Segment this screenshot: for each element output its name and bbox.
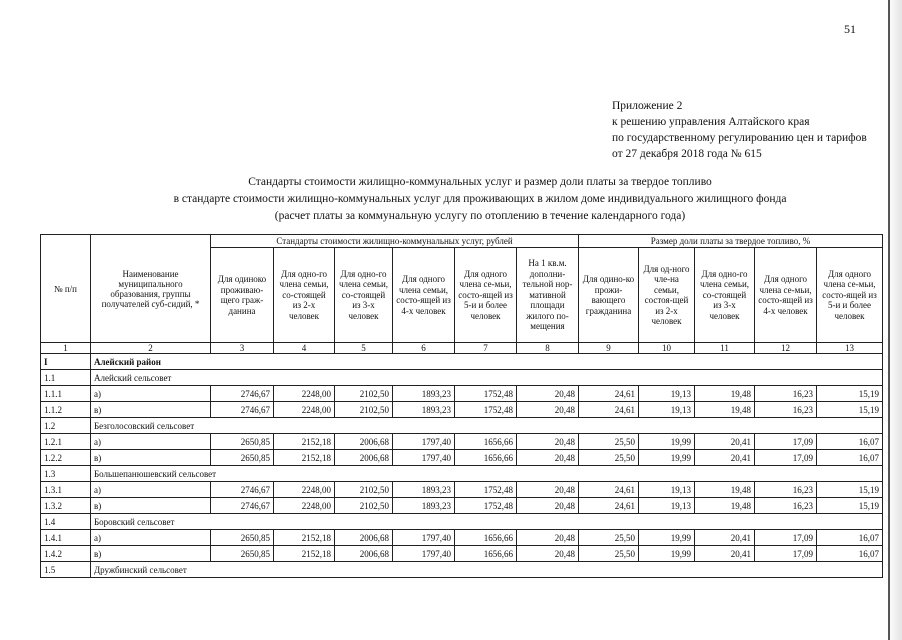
row-value: 1656,66 [455, 450, 517, 466]
row-value: 20,48 [517, 530, 579, 546]
row-value: 19,48 [695, 498, 755, 514]
table-row [41, 386, 883, 402]
row-number: 1.1.1 [41, 386, 91, 402]
row-value: 20,41 [695, 434, 755, 450]
row-value: 20,48 [517, 402, 579, 418]
table-row [41, 482, 883, 498]
row-value: 2248,00 [274, 482, 335, 498]
row-value: 1752,48 [455, 402, 517, 418]
row-value: 19,99 [639, 434, 695, 450]
row-value: 1752,48 [455, 386, 517, 402]
row-value: 15,19 [817, 498, 883, 514]
row-value: 2006,68 [335, 450, 393, 466]
row-number: 1.2.2 [41, 450, 91, 466]
row-value: 15,19 [817, 386, 883, 402]
row-value: 2006,68 [335, 546, 393, 562]
row-value: 20,48 [517, 450, 579, 466]
row-number: 1.4 [41, 514, 91, 530]
row-value: 1893,23 [393, 498, 455, 514]
row-value: 2746,67 [211, 386, 274, 402]
document-title [120, 174, 840, 225]
row-value: 17,09 [755, 530, 817, 546]
row-number: 1.5 [41, 562, 91, 578]
column-number: 13 [817, 343, 883, 354]
title-line: Стандарты стоимости жилищно-коммунальных услуг и размер доли платы за твердое топливо [248, 176, 712, 188]
row-value: 17,09 [755, 434, 817, 450]
appendix-line: по государственному регулированию цен и тарифов [612, 132, 867, 144]
row-name: в) [91, 546, 211, 562]
column-number: 3 [211, 343, 274, 354]
district-row [41, 354, 883, 370]
table-row [41, 530, 883, 546]
header-col-12: Для одного члена се-мьи, состо-ящей из 4-х человек [755, 248, 817, 343]
column-number: 9 [579, 343, 639, 354]
column-number-row [41, 343, 883, 354]
section-row [41, 418, 883, 434]
header-group-fuel-share: Размер доли платы за твердое топливо, % [579, 235, 883, 248]
row-value: 19,48 [695, 402, 755, 418]
table-row [41, 450, 883, 466]
column-number: 7 [455, 343, 517, 354]
section-name: Безголосовский сельсовет [91, 418, 883, 434]
section-row [41, 562, 883, 578]
row-value: 17,09 [755, 546, 817, 562]
row-value: 15,19 [817, 402, 883, 418]
row-number: 1.1.2 [41, 402, 91, 418]
table-row [41, 434, 883, 450]
header-col-4: Для одно-го члена семьи, со-стоящей из 2-х человек [274, 248, 335, 343]
row-value: 2746,67 [211, 402, 274, 418]
row-name: а) [91, 434, 211, 450]
column-number: 5 [335, 343, 393, 354]
section-name: Боровский сельсовет [91, 514, 883, 530]
row-value: 15,19 [817, 482, 883, 498]
column-number: 6 [393, 343, 455, 354]
row-value: 2006,68 [335, 530, 393, 546]
scan-page-edge [890, 0, 902, 640]
row-number: 1.3.2 [41, 498, 91, 514]
column-number: 2 [91, 343, 211, 354]
header-col-3: Для одиноко проживаю-щего граж-данина [211, 248, 274, 343]
column-number: 4 [274, 343, 335, 354]
standards-table [40, 234, 883, 578]
row-value: 2102,50 [335, 386, 393, 402]
table-row [41, 546, 883, 562]
row-value: 16,07 [817, 434, 883, 450]
row-value: 24,61 [579, 402, 639, 418]
header-name: Наименование муниципального образования, группы получателей суб-сидий, * [91, 235, 211, 343]
section-name: Алейский сельсовет [91, 370, 883, 386]
row-value: 1797,40 [393, 450, 455, 466]
row-value: 16,07 [817, 450, 883, 466]
header-col-10: Для од-ного чле-на семьи, состоя-щей из 2-х человек [639, 248, 695, 343]
table-row [41, 402, 883, 418]
row-value: 19,13 [639, 386, 695, 402]
row-value: 1752,48 [455, 482, 517, 498]
row-value: 2006,68 [335, 434, 393, 450]
section-name: Большепанюшевский сельсовет [91, 466, 883, 482]
row-name: в) [91, 450, 211, 466]
appendix-line: Приложение 2 [612, 100, 683, 112]
row-value: 17,09 [755, 450, 817, 466]
row-number: 1.4.1 [41, 530, 91, 546]
column-number: 10 [639, 343, 695, 354]
row-value: 2248,00 [274, 386, 335, 402]
row-value: 16,07 [817, 530, 883, 546]
row-name: в) [91, 498, 211, 514]
row-value: 19,99 [639, 546, 695, 562]
row-name: а) [91, 482, 211, 498]
appendix-line: от 27 декабря 2018 года № 615 [612, 148, 762, 160]
column-number: 11 [695, 343, 755, 354]
row-value: 1893,23 [393, 402, 455, 418]
row-value: 2650,85 [211, 450, 274, 466]
section-row [41, 466, 883, 482]
row-value: 16,23 [755, 482, 817, 498]
row-value: 2102,50 [335, 482, 393, 498]
row-value: 1797,40 [393, 530, 455, 546]
row-value: 19,13 [639, 498, 695, 514]
row-value: 24,61 [579, 482, 639, 498]
header-group-standards: Стандарты стоимости жилищно-коммунальных услуг, рублей [211, 235, 579, 248]
row-name: в) [91, 402, 211, 418]
district-name: Алейский район [91, 354, 883, 370]
header-col-13: Для одного члена се-мьи, состо-ящей из 5-и и более человек [817, 248, 883, 343]
row-value: 1893,23 [393, 386, 455, 402]
page-number: 51 [844, 22, 856, 36]
row-number: 1.2.1 [41, 434, 91, 450]
row-value: 1656,66 [455, 434, 517, 450]
row-value: 2650,85 [211, 530, 274, 546]
appendix-block [612, 98, 892, 162]
row-value: 2152,18 [274, 546, 335, 562]
row-value: 1797,40 [393, 546, 455, 562]
row-value: 24,61 [579, 386, 639, 402]
row-value: 20,48 [517, 386, 579, 402]
table-body [41, 354, 883, 578]
row-value: 2746,67 [211, 482, 274, 498]
row-value: 1893,23 [393, 482, 455, 498]
row-value: 2248,00 [274, 402, 335, 418]
row-value: 1656,66 [455, 530, 517, 546]
column-number: 8 [517, 343, 579, 354]
row-value: 1797,40 [393, 434, 455, 450]
row-value: 20,48 [517, 434, 579, 450]
header-col-7: Для одного члена се-мьи, состо-ящей из 5-и и более человек [455, 248, 517, 343]
row-number: 1.1 [41, 370, 91, 386]
row-value: 2248,00 [274, 498, 335, 514]
row-value: 2102,50 [335, 402, 393, 418]
row-value: 2152,18 [274, 434, 335, 450]
row-value: 19,13 [639, 402, 695, 418]
header-col-9: Для одино-ко прожи-вающего гражданина [579, 248, 639, 343]
row-value: 20,41 [695, 546, 755, 562]
row-value: 20,48 [517, 498, 579, 514]
row-number: I [41, 354, 91, 370]
row-value: 16,07 [817, 546, 883, 562]
row-value: 20,48 [517, 482, 579, 498]
title-line: (расчет платы за коммунальную услугу по отоплению в течение календарного года) [274, 210, 686, 222]
row-value: 25,50 [579, 546, 639, 562]
row-value: 2152,18 [274, 450, 335, 466]
row-name: а) [91, 530, 211, 546]
row-value: 19,48 [695, 482, 755, 498]
section-name: Дружбинский сельсовет [91, 562, 883, 578]
header-col-5: Для одно-го члена семьи, со-стоящей из 3-х человек [335, 248, 393, 343]
header-col-11: Для одно-го члена семьи, со-стоящей из 3-х человек [695, 248, 755, 343]
row-number: 1.3.1 [41, 482, 91, 498]
table-row [41, 498, 883, 514]
row-value: 20,41 [695, 530, 755, 546]
row-value: 16,23 [755, 498, 817, 514]
row-value: 2650,85 [211, 546, 274, 562]
row-value: 2152,18 [274, 530, 335, 546]
row-value: 19,99 [639, 530, 695, 546]
row-value: 19,99 [639, 450, 695, 466]
row-number: 1.4.2 [41, 546, 91, 562]
row-value: 2650,85 [211, 434, 274, 450]
section-row [41, 370, 883, 386]
row-value: 20,41 [695, 450, 755, 466]
row-value: 24,61 [579, 498, 639, 514]
row-value: 20,48 [517, 546, 579, 562]
row-name: а) [91, 386, 211, 402]
row-number: 1.2 [41, 418, 91, 434]
header-col-8: На 1 кв.м. дополни-тельной нор-мативной площади жилого по-мещения [517, 248, 579, 343]
scan-border-line [888, 0, 890, 640]
row-value: 1656,66 [455, 546, 517, 562]
section-row [41, 514, 883, 530]
row-value: 1752,48 [455, 498, 517, 514]
title-line: в стандарте стоимости жилищно-коммунальных услуг для проживающих в жилом доме индивидуального жилищного фонда [173, 193, 787, 205]
row-value: 25,50 [579, 434, 639, 450]
column-number: 12 [755, 343, 817, 354]
column-number: 1 [41, 343, 91, 354]
row-value: 19,48 [695, 386, 755, 402]
row-value: 16,23 [755, 402, 817, 418]
header-col-6: Для одного члена семьи, состо-ящей из 4-х человек [393, 248, 455, 343]
row-value: 25,50 [579, 450, 639, 466]
row-value: 2102,50 [335, 498, 393, 514]
row-value: 25,50 [579, 530, 639, 546]
row-value: 2746,67 [211, 498, 274, 514]
row-value: 16,23 [755, 386, 817, 402]
appendix-line: к решению управления Алтайского края [612, 116, 810, 128]
row-value: 19,13 [639, 482, 695, 498]
row-number: 1.3 [41, 466, 91, 482]
header-number: № п/п [41, 235, 91, 343]
